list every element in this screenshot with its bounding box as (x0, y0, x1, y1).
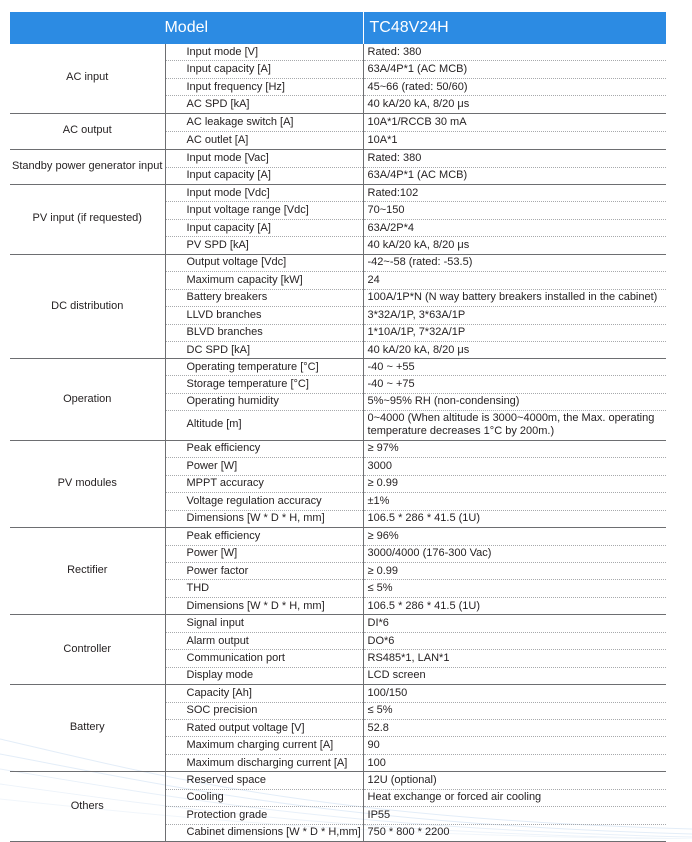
parameter-cell: Voltage regulation accuracy (165, 493, 363, 511)
table-row (10, 254, 666, 271)
value-cell: 52.8 (363, 719, 666, 736)
category-cell: DC distribution (10, 254, 165, 359)
category-cell: Rectifier (10, 528, 165, 615)
parameter-cell: DC SPD [kA] (165, 341, 363, 358)
category-cell: PV modules (10, 440, 165, 528)
value-cell: 70~150 (363, 202, 666, 219)
value-cell: ≥ 97% (363, 440, 666, 458)
value-cell: 1*10A/1P, 7*32A/1P (363, 324, 666, 341)
value-cell: LCD screen (363, 667, 666, 684)
model-value-header: TC48V24H (363, 12, 666, 44)
parameter-cell: Cooling (165, 789, 363, 806)
table-row (10, 185, 666, 202)
parameter-cell: Storage temperature [°C] (165, 376, 363, 393)
parameter-cell: Operating temperature [°C] (165, 359, 363, 376)
value-cell: RS485*1, LAN*1 (363, 650, 666, 667)
parameter-cell: Dimensions [W * D * H, mm] (165, 597, 363, 614)
category-cell: AC input (10, 44, 165, 113)
table-row (10, 150, 666, 167)
parameter-cell: Capacity [Ah] (165, 685, 363, 702)
table-row (10, 359, 666, 376)
parameter-cell: Input capacity [A] (165, 61, 363, 78)
parameter-cell: Maximum charging current [A] (165, 737, 363, 754)
value-cell: 106.5 * 286 * 41.5 (1U) (363, 597, 666, 614)
table-row (10, 113, 666, 131)
parameter-cell: Display mode (165, 667, 363, 684)
value-cell: ≤ 5% (363, 702, 666, 719)
value-cell: 12U (optional) (363, 772, 666, 789)
parameter-cell: Cabinet dimensions [W * D * H,mm] (165, 824, 363, 841)
spec-table-body (10, 44, 666, 842)
value-cell: 100/150 (363, 685, 666, 702)
parameter-cell: Power [W] (165, 458, 363, 476)
category-cell: Operation (10, 359, 165, 440)
value-cell: 3000 (363, 458, 666, 476)
model-header: Model (10, 12, 363, 44)
parameter-cell: Reserved space (165, 772, 363, 789)
value-cell: 0~4000 (When altitude is 3000~4000m, the Max. operating temperature decreases 1°C by 200m.) (363, 410, 666, 440)
parameter-cell: BLVD branches (165, 324, 363, 341)
table-row (10, 615, 666, 632)
value-cell: ≤ 5% (363, 580, 666, 597)
parameter-cell: AC outlet [A] (165, 131, 363, 149)
parameter-cell: Communication port (165, 650, 363, 667)
value-cell: 5%~95% RH (non-condensing) (363, 393, 666, 410)
parameter-cell: Input mode [Vdc] (165, 185, 363, 202)
parameter-cell: Power factor (165, 563, 363, 580)
parameter-cell: Output voltage [Vdc] (165, 254, 363, 271)
value-cell: 3*32A/1P, 3*63A/1P (363, 307, 666, 324)
value-cell: 100A/1P*N (N way battery breakers installed in the cabinet) (363, 289, 666, 306)
value-cell: 45~66 (rated: 50/60) (363, 78, 666, 95)
table-row (10, 772, 666, 789)
parameter-cell: Battery breakers (165, 289, 363, 306)
parameter-cell: Peak efficiency (165, 528, 363, 545)
parameter-cell: THD (165, 580, 363, 597)
value-cell: 40 kA/20 kA, 8/20 μs (363, 237, 666, 254)
parameter-cell: AC SPD [kA] (165, 96, 363, 113)
value-cell: 3000/4000 (176-300 Vac) (363, 545, 666, 562)
parameter-cell: Input mode [V] (165, 44, 363, 61)
parameter-cell: Input capacity [A] (165, 219, 363, 236)
value-cell: ≥ 96% (363, 528, 666, 545)
category-cell: Standby power generator input (10, 150, 165, 185)
parameter-cell: Input voltage range [Vdc] (165, 202, 363, 219)
parameter-cell: Input frequency [Hz] (165, 78, 363, 95)
category-cell: Others (10, 772, 165, 842)
parameter-cell: PV SPD [kA] (165, 237, 363, 254)
value-cell: 106.5 * 286 * 41.5 (1U) (363, 510, 666, 528)
parameter-cell: Input mode [Vac] (165, 150, 363, 167)
value-cell: ≥ 0.99 (363, 475, 666, 493)
value-cell: 750 * 800 * 2200 (363, 824, 666, 841)
value-cell: Heat exchange or forced air cooling (363, 789, 666, 806)
parameter-cell: Altitude [m] (165, 410, 363, 440)
value-cell: 63A/2P*4 (363, 219, 666, 236)
category-cell: AC output (10, 113, 165, 149)
parameter-cell: Peak efficiency (165, 440, 363, 458)
parameter-cell: SOC precision (165, 702, 363, 719)
parameter-cell: Power [W] (165, 545, 363, 562)
table-row (10, 528, 666, 545)
value-cell: 90 (363, 737, 666, 754)
table-row (10, 685, 666, 702)
parameter-cell: AC leakage switch [A] (165, 113, 363, 131)
parameter-cell: Maximum capacity [kW] (165, 272, 363, 289)
parameter-cell: Alarm output (165, 632, 363, 649)
parameter-cell: LLVD branches (165, 307, 363, 324)
parameter-cell: Operating humidity (165, 393, 363, 410)
value-cell: 24 (363, 272, 666, 289)
parameter-cell: Maximum discharging current [A] (165, 754, 363, 771)
table-row (10, 44, 666, 61)
value-cell: 10A*1/RCCB 30 mA (363, 113, 666, 131)
table-row (10, 440, 666, 458)
value-cell: -40 ~ +75 (363, 376, 666, 393)
value-cell: ±1% (363, 493, 666, 511)
parameter-cell: Protection grade (165, 807, 363, 824)
value-cell: 63A/4P*1 (AC MCB) (363, 167, 666, 184)
value-cell: IP55 (363, 807, 666, 824)
value-cell: DO*6 (363, 632, 666, 649)
value-cell: 100 (363, 754, 666, 771)
category-cell: PV input (if requested) (10, 185, 165, 255)
category-cell: Battery (10, 685, 165, 772)
value-cell: Rated:102 (363, 185, 666, 202)
value-cell: -40 ~ +55 (363, 359, 666, 376)
value-cell: Rated: 380 (363, 150, 666, 167)
parameter-cell: Input capacity [A] (165, 167, 363, 184)
value-cell: DI*6 (363, 615, 666, 632)
value-cell: ≥ 0.99 (363, 563, 666, 580)
value-cell: Rated: 380 (363, 44, 666, 61)
value-cell: 10A*1 (363, 131, 666, 149)
parameter-cell: Signal input (165, 615, 363, 632)
value-cell: 40 kA/20 kA, 8/20 μs (363, 96, 666, 113)
value-cell: 63A/4P*1 (AC MCB) (363, 61, 666, 78)
table-header-row (10, 12, 666, 44)
parameter-cell: Dimensions [W * D * H, mm] (165, 510, 363, 528)
parameter-cell: MPPT accuracy (165, 475, 363, 493)
spec-table (10, 12, 666, 842)
value-cell: 40 kA/20 kA, 8/20 μs (363, 341, 666, 358)
parameter-cell: Rated output voltage [V] (165, 719, 363, 736)
value-cell: -42~-58 (rated: -53.5) (363, 254, 666, 271)
category-cell: Controller (10, 615, 165, 685)
